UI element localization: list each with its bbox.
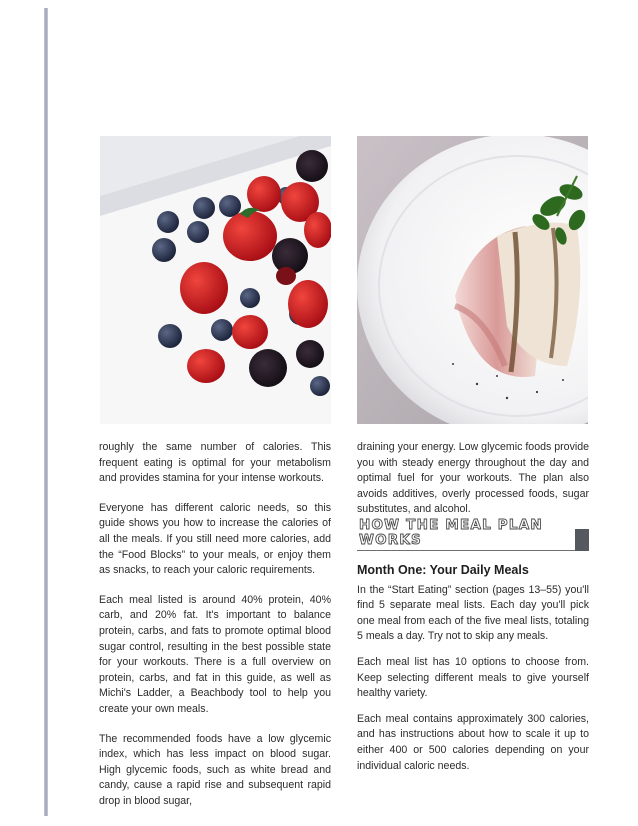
paragraph: draining your energy. Low glycemic foods provide you with steady energy throughout the day and optimal fuel for your workouts. The plan also avoids additives, overly processed foods, sugar substitutes, and alcohol. bbox=[357, 441, 589, 516]
paragraph: In the “Start Eating” section (pages 13–55) you'll find 5 separate meal lists. Each day you'll pick one meal from each of the five meal lists, totaling 5 meals a day. Try not to skip any meals. bbox=[357, 583, 589, 643]
left-text-column bbox=[99, 440, 331, 819]
paragraph: Each meal contains approximately 300 calories, and has instructions about how to scale it up to either 400 or 500 calories depending on your individual caloric needs. bbox=[357, 712, 589, 772]
section-banner-title: HOW THE MEAL PLAN WORKS bbox=[359, 516, 543, 549]
seared-fish-illustration bbox=[357, 136, 588, 424]
paragraph: Each meal listed is around 40% protein, 40% carb, and 20% fat. It's important to balance protein, carbs, and fats to promote optimal blood sugar control, resulting in the best possible state for your workouts. There is a full overview on protein, carbs, and fat in this guide, as well as Michi's Ladder, a Beachbody tool to help you create your own meals. bbox=[99, 593, 331, 715]
section-banner bbox=[357, 516, 589, 551]
paragraph: The recommended foods have a low glycemic index, which has less impact on blood sugar. High glycemic foods, such as white bread and candy, cause a rapid rise and subsequent rapid drop in blood sugar, bbox=[99, 732, 331, 807]
right-text-column bbox=[357, 440, 589, 784]
paragraph: roughly the same number of calories. This frequent eating is optimal for your metabolism and provides stamina for your intense workouts. bbox=[99, 441, 331, 485]
seared-fish-plate-photo bbox=[357, 136, 588, 424]
paragraph: Everyone has different caloric needs, so this guide shows you how to increase the calories of all the meals. If you still need more calories, add the “Food Blocks” to your meals, or enjoy them as snacks, to reach your caloric requirements. bbox=[99, 501, 331, 577]
berries-plate-illustration bbox=[100, 136, 331, 424]
subsection-heading: Month One: Your Daily Meals bbox=[357, 562, 529, 577]
berries-plate-photo bbox=[100, 136, 331, 424]
banner-tab bbox=[575, 529, 589, 551]
binding-edge bbox=[44, 8, 48, 816]
paragraph: Each meal list has 10 options to choose from. Keep selecting different meals to give yourself healthy variety. bbox=[357, 655, 589, 700]
